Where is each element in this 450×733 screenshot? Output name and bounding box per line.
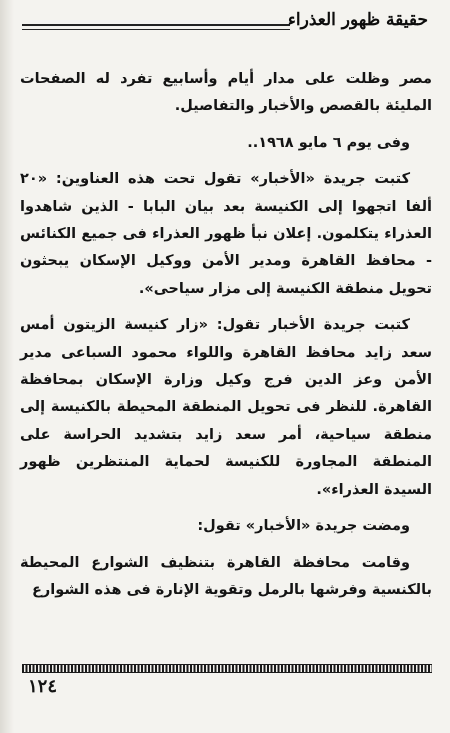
paragraph: كتبت جريدة «الأخبار» تقول تحت هذه العناوين: «٢٠ ألفا اتجهوا إلى الكنيسة بعد بيان البابا - الذين شاهدوا العذراء يتكلمون. إعلان نبأ ظهور العذراء فى جميع الكنائس - محافظ القاهرة ومدير الأمن ووكيل الإسكان يبحثون تحويل منطقة الكنيسة إلى مزار سياحى». [20,171,432,297]
running-header [0,4,450,44]
body-text [20,66,432,613]
paragraph: مصر وظلت على مدار أيام وأسابيع تفرد له الصفحات المليئة بالقصص والأخبار والتفاصيل. [20,71,432,115]
paragraph: وفى يوم ٦ مايو ١٩٦٨.. [247,134,410,151]
paragraph: كتبت جريدة الأخبار تقول: «زار كنيسة الزيتون أمس سعد زايد محافظ القاهرة واللواء محمود السباعى مدير الأمن وعز الدين فرج وكيل وزارة الإسكان بمحافظة القاهرة. للنظر فى تحويل المنطقة المحيطة بالكنيسة إلى منطقة سياحية، أمر سعد زايد بتشديد الحراسة على المنطقة المجاورة للكنيسة لحماية المنتظرين ظهور السيدة العذراء». [20,317,432,498]
footer-rule [22,664,432,673]
running-header-title: حقيقة ظهور العذراء [287,10,428,30]
paragraph: ومضت جريدة «الأخبار» تقول: [197,518,410,535]
header-rule [22,24,290,30]
page-number: ١٢٤ [28,676,58,697]
paragraph: وقامت محافظة القاهرة بتنظيف الشوارع المحيطة بالكنسية وفرشها بالرمل وتقوية الإنارة فى هذه الشوارع [20,554,432,598]
page-gutter-shadow [0,0,14,733]
